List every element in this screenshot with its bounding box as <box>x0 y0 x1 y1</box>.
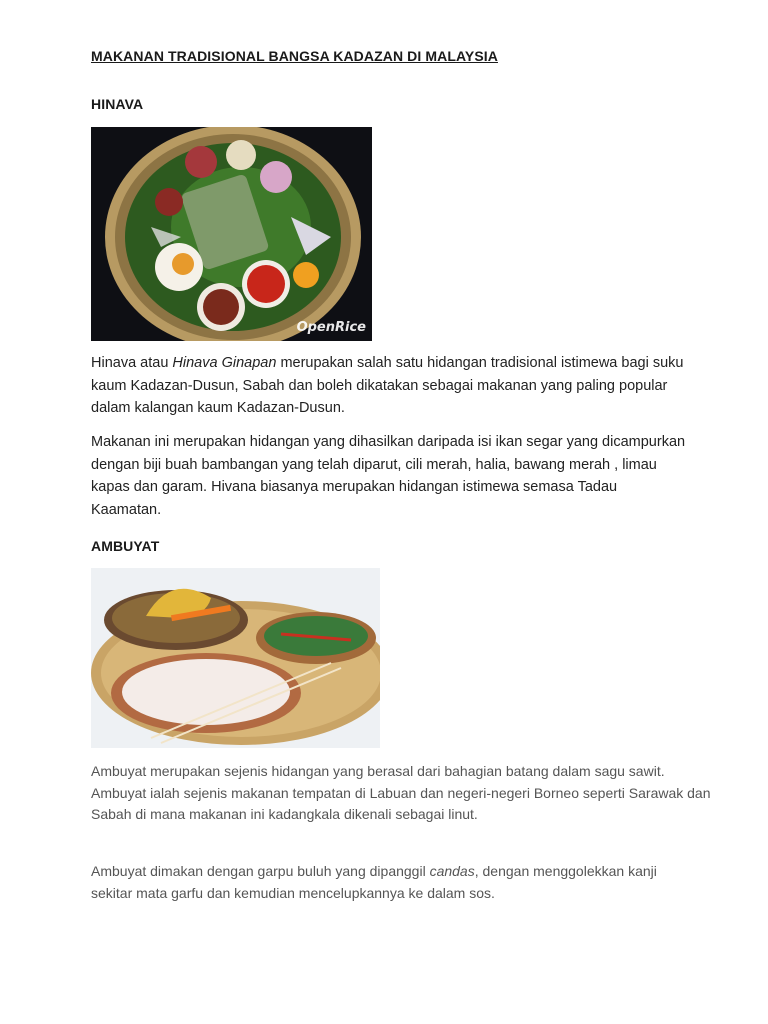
hinava-paragraph-1: Hinava atau Hinava Ginapan merupakan salah satu hidangan tradisional istimewa bagi suku kaum Kadazan-Dusun, Sabah dan boleh dikatakan sebagai makanan yang paling popular dalam kalangan kaum Kadazan-Dusun. <box>91 355 684 416</box>
italic-term: candas <box>429 863 475 879</box>
ambuyat-paragraph-1: Ambuyat merupakan sejenis hidangan yang berasal dari bahagian batang dalam sagu sawit. Ambuyat ialah sejenis makanan tempatan di Labuan dan negeri-negeri Borneo seperti Sarawak dan Sabah di mana makanan ini kadangkala dikenali sebagai linut. <box>91 763 711 822</box>
hinava-paragraph-2: Makanan ini merupakan hidangan yang dihasilkan daripada isi ikan segar yang dicampurkan dengan biji buah bambangan yang telah diparut, cili merah, halia, bawang merah , limau kapas dan garam. Hivana biasanya merupakan hidangan istimewa semasa Tadau Kaamatan. <box>91 434 686 518</box>
document-title: MAKANAN TRADISIONAL BANGSA KADAZAN DI MALAYSIA <box>91 48 498 64</box>
hinava-dish-image <box>91 127 372 341</box>
section-heading-hinava: HINAVA <box>91 96 144 112</box>
ambuyat-dish-image <box>91 568 380 748</box>
italic-term: Hinava Ginapan <box>172 355 277 371</box>
ambuyat-paragraph-2: Ambuyat dimakan dengan garpu buluh yang dipanggil candas, dengan menggolekkan kanji sekitar mata garfu dan kemudian mencelupkannya ke dalam sos. <box>91 863 657 901</box>
section-heading-ambuyat: AMBUYAT <box>91 538 160 554</box>
openrice-watermark: OpenRice <box>296 320 366 335</box>
